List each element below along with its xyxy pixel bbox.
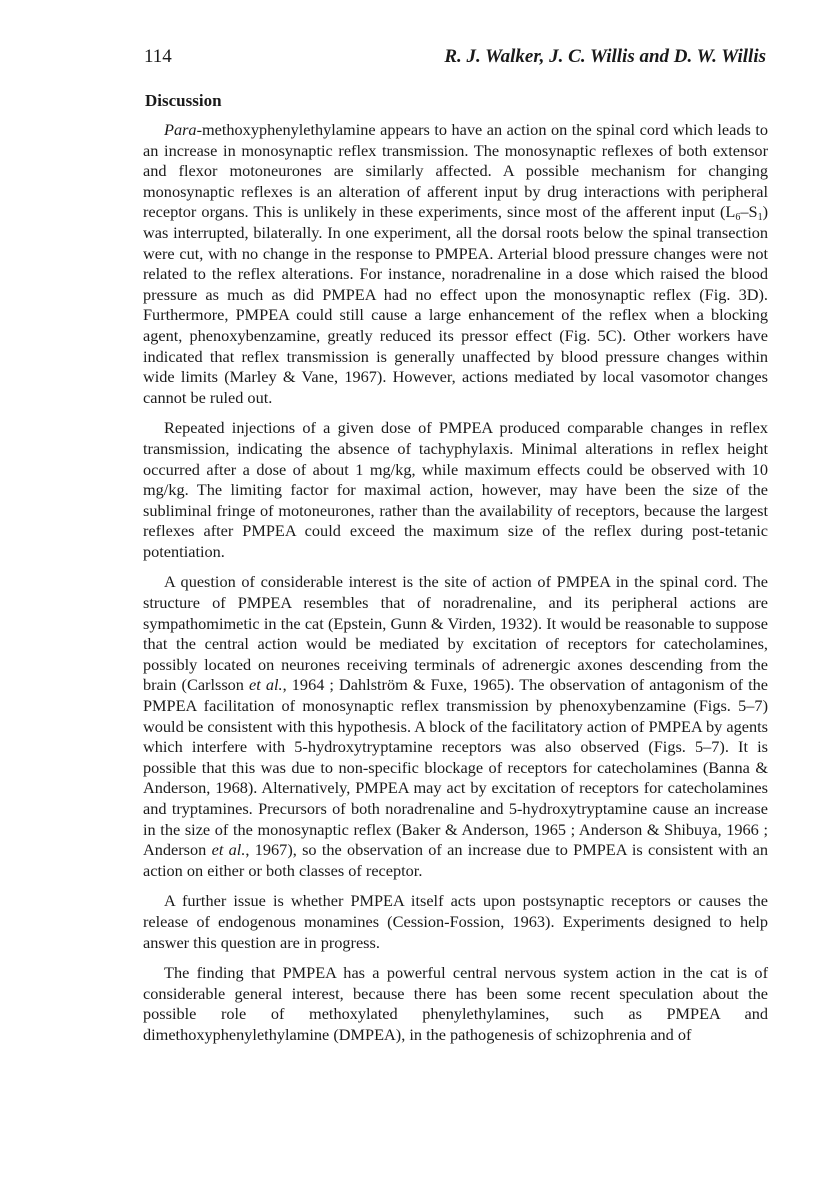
paragraph-3-etal-2: et al. (211, 840, 246, 860)
paragraph-3 (143, 572, 768, 881)
paragraph-3-part2: , 1964 ; Dahlström & Fuxe, 1965). The observation of antagonism of the PMPEA facilitation of monosynaptic reflex transmission by phenoxybenzamine (Figs. 5–7) would be consistent with this hypothesis. A block of the facilitatory action of PMPEA by agents which interfere with 5-hydroxytryptamine receptors was also observed (Figs. 5–7). It is possible that this was due to non-specific blockage of receptors for catecholamines (Banna & Anderson, 1968). Alternatively, PMPEA may act by excitation of receptors for catecholamines and tryptamines. Precursors of both noradrenaline and 5-hydroxytryptamine cause an increase in the size of the monosynaptic reflex (Baker & Anderson, 1965 ; Anderson & Shibuya, 1966 ; Anderson (143, 675, 768, 860)
paragraph-1-italic-lead: Para (164, 120, 197, 139)
paragraph-1-text: -methoxyphenylethylamine appears to have an action on the spinal cord which leads to an increase in monosynaptic reflex transmission. The monosynaptic reflexes of both extensor and flexor motoneurones are similarly affected. A possible mechanism for changing monosynaptic reflexes is an alteration of afferent input by drug interactions with peripheral receptor organs. This is unlikely in these experiments, since most of the afferent input (L (143, 120, 768, 222)
paragraph-4: A further issue is whether PMPEA itself acts upon postsynaptic receptors or causes the release of endogenous monamines (Cession-Fossion, 1963). Experiments designed to help answer this question are in progress. (143, 891, 768, 952)
section-title: Discussion (145, 91, 222, 110)
paragraph-5: The finding that PMPEA has a powerful central nervous system action in the cat is of considerable general interest, because there has been some recent speculation about the possible role of methoxylated phenylethylamines, such as PMPEA and dimethoxyphenylethylamine (DMPEA), in the pathogenesis of schizophrenia and of (143, 963, 768, 1044)
paragraph-3-etal-1: et al. (249, 675, 283, 695)
running-head-authors: R. J. Walker, J. C. Willis and D. W. Willis (444, 46, 766, 67)
paragraph-2: Repeated injections of a given dose of PMPEA produced comparable changes in reflex transmission, indicating the absence of tachyphylaxis. Minimal alterations in reflex height occurred after a dose of about 1 mg/kg, while maximum effects could be observed with 10 mg/kg. The limiting factor for maximal action, however, may have been the size of the subliminal fringe of motoneurones, rather than the availability of receptors, because the largest reflexes after PMPEA could exceed the maximum size of the reflex during post-tetanic potentiation. (143, 418, 768, 561)
subscript-l6: 6 (735, 212, 741, 224)
paragraph-3-part3: , 1967), so the observation of an increase due to PMPEA is consistent with an action on either or both classes of receptor. (143, 840, 769, 880)
page-number: 114 (144, 46, 172, 67)
paragraph-3-part1: A question of considerable interest is the site of action of PMPEA in the spinal cord. The structure of PMPEA resembles that of noradrenaline, and its peripheral actions are sympathomimetic in the cat (Epstein, Gunn & Virden, 1932). It would be reasonable to suppose that the central action would be mediated by excitation of receptors for catecholamines, possibly located on neurones receiving terminals of adrenergic axones descending from the brain (Carlsson (143, 572, 768, 695)
article-body (143, 120, 768, 1046)
paragraph-1 (143, 120, 768, 408)
paragraph-1-mid: –S (740, 202, 758, 222)
paragraph-1-tail: ) was interrupted, bilaterally. In one experiment, all the dorsal roots below the spinal transection were cut, with no change in the response to PMPEA. Arterial blood pressure changes were not related to the reflex alterations. For instance, noradrenaline in a dose which raised the blood pressure as much as did PMPEA had no effect upon the monosynaptic reflex (Fig. 3D). Furthermore, PMPEA could still cause a large enhancement of the reflex when a blocking agent, phenoxybenzamine, greatly reduced its pressor effect (Fig. 5C). Other workers have indicated that reflex transmission is generally unaffected by blood pressure changes within wide limits (Marley & Vane, 1967). However, actions mediated by local vasomotor changes cannot be ruled out. (143, 202, 768, 407)
subscript-s1: 1 (757, 212, 763, 224)
